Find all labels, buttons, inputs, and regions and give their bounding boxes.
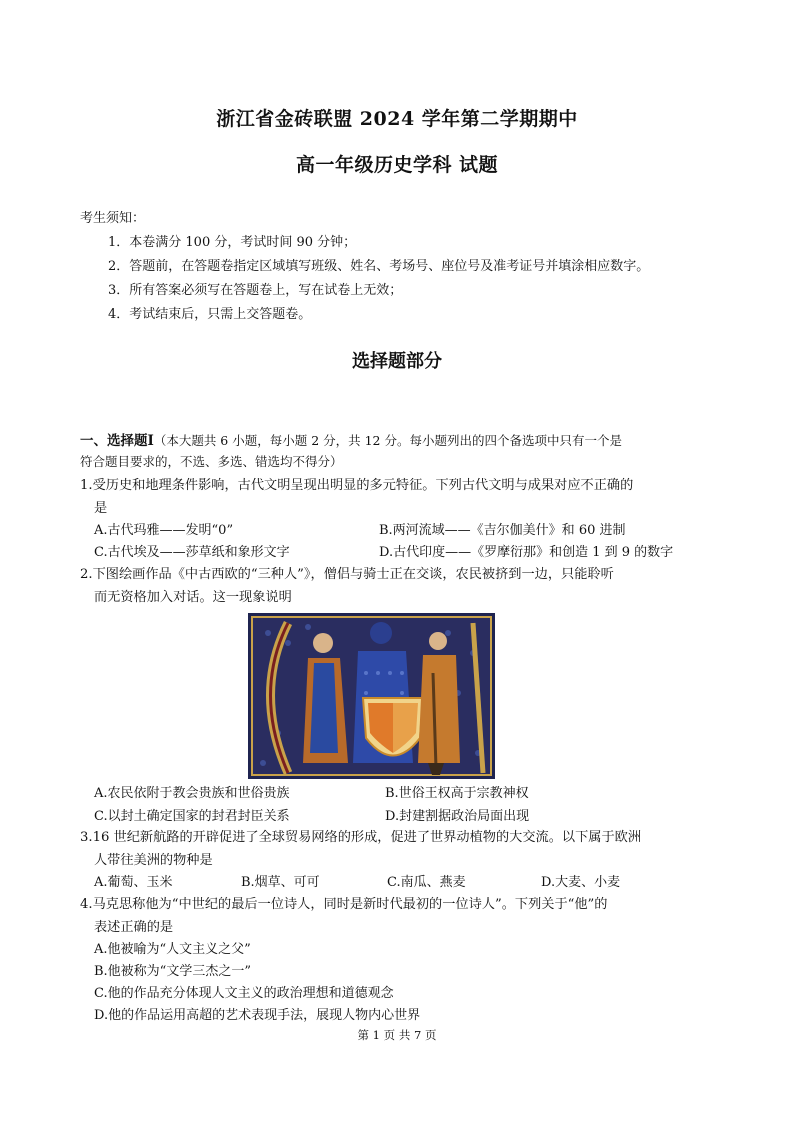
question-4-option-a: A.他被喻为“人文主义之父” (94, 942, 251, 957)
question-2-stem-cont: 而无资格加入对话。这一现象说明 (94, 590, 292, 605)
page-number: 第 1 页 共 7 页 (357, 1028, 437, 1042)
part-description-cont: 符合题目要求的，不选、多选、错选均不得分） (80, 454, 343, 469)
question-3-option-b: B.烟草、可可 (241, 875, 320, 890)
notice-item-4: 4．考试结束后，只需上交答题卷。 (108, 307, 312, 322)
question-1-option-a: A.古代玛雅——发明“0” (94, 523, 234, 538)
question-4-stem-cont: 表述正确的是 (94, 920, 174, 935)
painting-illustration (248, 613, 495, 779)
notice-item-3: 3．所有答案必须写在答题卷上，写在试卷上无效； (108, 283, 403, 298)
question-3-stem-cont: 人带往美洲的物种是 (94, 853, 213, 868)
question-1-stem: 1.受历史和地理条件影响，古代文明呈现出明显的多元特征。下列古代文明与成果对应不正确的 (80, 478, 634, 493)
question-2-stem: 2.下图绘画作品《中古西欧的“三种人”》，僧侣与骑士正在交谈，农民被挤到一边，只能聆听 (80, 567, 614, 582)
notice-item-2: 2．答题前，在答题卷指定区域填写班级、姓名、考场号、座位号及准考证号并填涂相应数字。 (108, 259, 650, 274)
question-1-option-c: C.古代埃及——莎草纸和象形文字 (94, 545, 290, 560)
notice-heading: 考生须知： (80, 211, 146, 226)
section-title: 选择题部分 (352, 351, 442, 372)
question-3-stem: 3.16 世纪新航路的开辟促进了全球贸易网络的形成，促进了世界动植物的大交流。以下属于欧洲 (80, 830, 642, 845)
part-label: 一、选择题Ⅰ (80, 433, 154, 449)
question-1-option-b: B.两河流域——《吉尔伽美什》和 60 进制 (379, 523, 626, 538)
question-3-option-a: A.葡萄、玉米 (94, 875, 173, 890)
question-1-stem-cont: 是 (94, 501, 108, 516)
exam-title-line2: 高一年级历史学科 试题 (295, 154, 499, 176)
question-2-option-b: B.世俗王权高于宗教神权 (385, 786, 529, 801)
notice-item-1: 1．本卷满分 100 分，考试时间 90 分钟； (108, 235, 357, 250)
question-2-option-d: D.封建割据政治局面出现 (385, 809, 530, 824)
question-2-option-c: C.以封土确定国家的封君封臣关系 (94, 809, 290, 824)
part-intro (80, 429, 622, 449)
question-1-option-d: D.古代印度——《罗摩衍那》和创造 1 到 9 的数字 (379, 545, 674, 560)
question-3-option-d: D.大麦、小麦 (541, 875, 621, 890)
question-3-option-c: C.南瓜、燕麦 (387, 875, 466, 890)
question-4-option-c: C.他的作品充分体现人文主义的政治理想和道德观念 (94, 986, 394, 1001)
question-2-option-a: A.农民依附于教会贵族和世俗贵族 (94, 786, 290, 801)
medieval-three-estates-painting (248, 613, 495, 779)
question-4-stem: 4.马克思称他为“中世纪的最后一位诗人，同时是新时代最初的一位诗人”。下列关于“他”的 (80, 897, 608, 912)
question-4-option-b: B.他被称为“文学三杰之一” (94, 964, 251, 979)
question-4-option-d: D.他的作品运用高超的艺术表现手法，展现人物内心世界 (94, 1008, 421, 1023)
part-description: （本大题共 6 小题，每小题 2 分，共 12 分。每小题列出的四个备选项中只有一个是 (153, 433, 622, 448)
exam-title-line1: 浙江省金砖联盟 2024 学年第二学期期中 (216, 108, 578, 130)
